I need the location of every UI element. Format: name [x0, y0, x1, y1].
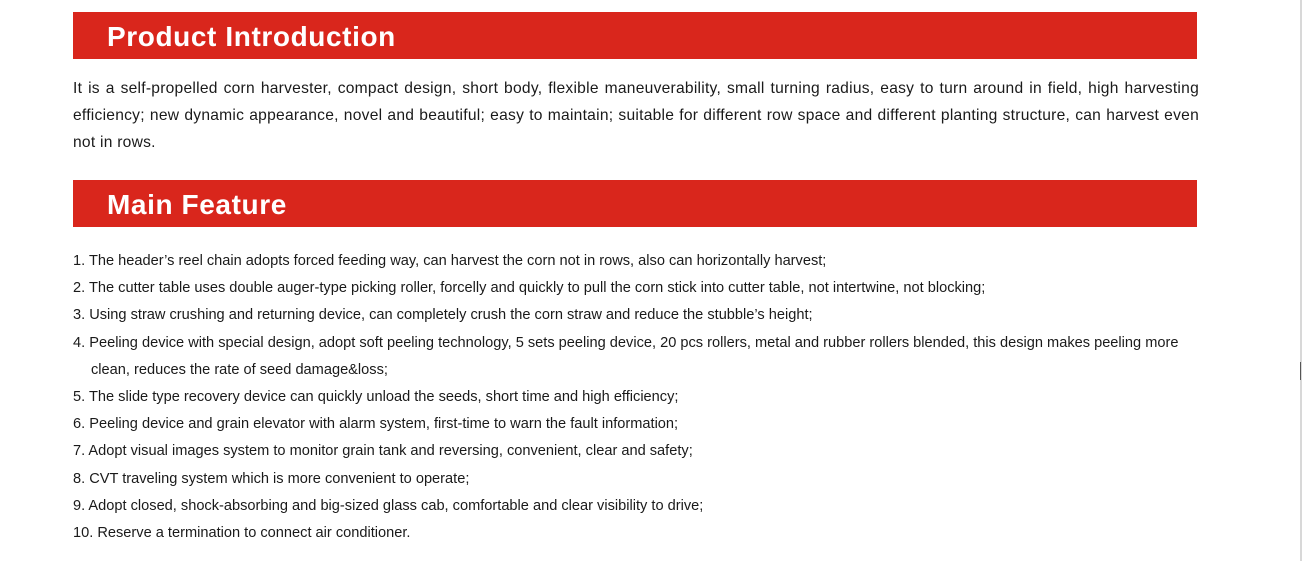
main-feature-list — [73, 248, 1183, 547]
product-introduction-text: It is a self-propelled corn harvester, compact design, short body, flexible maneuverability, small turning radius, easy to turn around in field, high harvesting efficiency; new dynamic appearance, novel and beautiful; easy to maintain; suitable for different row space and different planting structure, can harvest even not in rows. — [73, 80, 1199, 151]
product-introduction-header — [73, 12, 1197, 59]
scrollbar-thumb[interactable] — [1300, 362, 1301, 380]
feature-item: 1. The header’s reel chain adopts forced feeding way, can harvest the corn not in rows, also can horizontally harvest; — [73, 253, 827, 269]
feature-item: 9. Adopt closed, shock-absorbing and big-sized glass cab, comfortable and clear visibility to drive; — [73, 497, 704, 514]
product-introduction-title: Product Introduction — [107, 20, 396, 52]
main-feature-header — [73, 180, 1197, 227]
feature-item: 3. Using straw crushing and returning device, can completely crush the corn straw and reduce the stubble’s height; — [73, 307, 813, 324]
feature-item: 8. CVT traveling system which is more convenient to operate; — [73, 470, 470, 487]
feature-item: 6. Peeling device and grain elevator with alarm system, first-time to warn the fault information; — [73, 416, 679, 433]
feature-item: 10. Reserve a termination to connect air conditioner. — [73, 525, 411, 542]
feature-item: 7. Adopt visual images system to monitor grain tank and reversing, convenient, clear and safety; — [73, 443, 693, 460]
feature-item: 2. The cutter table uses double auger-type picking roller, forcelly and quickly to pull the corn stick into cutter table, not intertwine, not blocking; — [73, 280, 986, 297]
main-feature-title: Main Feature — [107, 188, 287, 220]
feature-item: 4. Peeling device with special design, adopt soft peeling technology, 5 sets peeling device, 20 pcs rollers, metal and rubber rollers blended, this design makes peeling more clean, reduces the rate of seed damage&loss; — [73, 334, 1179, 378]
feature-item: 5. The slide type recovery device can quickly unload the seeds, short time and high efficiency; — [73, 389, 679, 406]
